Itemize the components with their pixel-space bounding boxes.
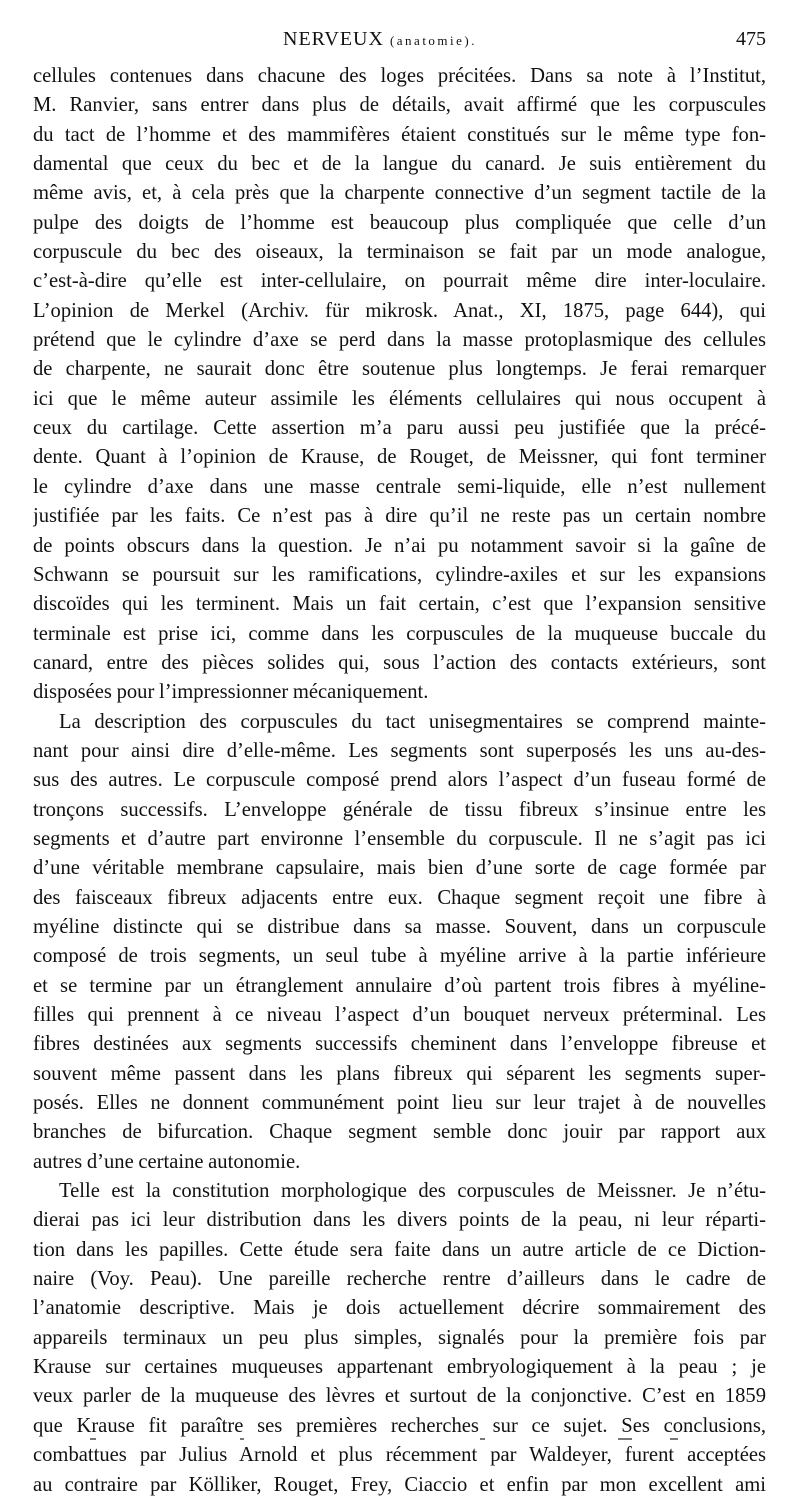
- text-line: le cylindre d’axe dans une masse centrale semi-liquide, elle n’est nullement: [33, 475, 766, 498]
- text-line: segments et d’autre part environne l’ensemble du corpuscule. Il ne s’agit pas ici: [33, 827, 766, 850]
- text-line: branches de bifurcation. Chaque segment semble donc jouir par rapport aux: [33, 1121, 766, 1144]
- text-line: tion dans les papilles. Cette étude sera faite dans un autre article de ce Diction-: [33, 1238, 766, 1261]
- running-title-main: NERVEUX: [283, 28, 384, 50]
- text-line: de points obscurs dans la question. Je n’ai pu notamment savoir si la gaîne de: [33, 534, 766, 557]
- text-line: au contraire par Kölliker, Rouget, Frey, Ciaccio et enfin par mon excellent ami: [33, 1473, 766, 1496]
- text-line: La description des corpuscules du tact unisegmentaires se comprend mainte-: [59, 710, 766, 733]
- text-line: composé de trois segments, un seul tube à myéline arrive à la partie inférieure: [33, 945, 766, 968]
- text-line: souvent même passent dans les plans fibreux qui séparent les segments super-: [33, 1062, 766, 1085]
- text-line: prétend que le cylindre d’axe se perd dans la masse protoplasmique des cellules: [33, 329, 766, 352]
- running-head: [33, 28, 766, 62]
- text-line: Schwann se poursuit sur les ramifications, cylindre-axiles et sur les expansions: [33, 563, 766, 586]
- text-line: sus des autres. Le corpuscule composé prend alors l’aspect d’un fuseau formé de: [33, 769, 766, 792]
- text-line: damental que ceux du bec et de la langue du canard. Je suis entièrement du: [33, 153, 766, 176]
- text-line: Telle est la constitution morphologique des corpuscules de Meissner. Je n’étu-: [59, 1180, 766, 1203]
- text-line: et se termine par un étranglement annulaire d’où partent trois fibres à myéline-: [33, 974, 766, 997]
- text-line: appareils terminaux un peu plus simples, signalés pour la première fois par: [33, 1326, 766, 1349]
- text-line: terminale est prise ici, comme dans les corpuscules de la muqueuse buccale du: [33, 622, 766, 645]
- body-text: [33, 62, 766, 1500]
- text-line: discoïdes qui les terminent. Mais un fait certain, c’est que l’expansion sensitive: [33, 593, 766, 616]
- text-line: Krause sur certaines muqueuses appartenant embryologiquement à la peau ; je: [33, 1356, 766, 1379]
- text-line: justifiée par les faits. Ce n’est pas à dire qu’il ne reste pas un certain nombre: [33, 505, 766, 528]
- text-line: disposées pour l’impressionner mécaniquement.: [33, 681, 429, 704]
- text-line: fibres destinées aux segments successifs cheminent dans l’enveloppe fibreuse et: [33, 1033, 766, 1056]
- text-line: même avis, et, à cela près que la charpente connective d’un segment tactile de la: [33, 182, 766, 205]
- text-line: corpuscule du bec des oiseaux, la terminaison se fait par un mode analogue,: [33, 241, 766, 264]
- text-line: pulpe des doigts de l’homme est beaucoup plus compliquée que celle d’un: [33, 211, 766, 234]
- book-page: [33, 28, 766, 1500]
- text-line: des faisceaux fibreux adjacents entre eux. Chaque segment reçoit une fibre à: [33, 886, 766, 909]
- text-line: d’une véritable membrane capsulaire, mais bien d’une sorte de cage formée par: [33, 857, 766, 880]
- running-title-sub: (anatomie).: [389, 33, 478, 48]
- text-line: myéline distincte qui se distribue dans sa masse. Souvent, dans un corpuscule: [33, 915, 766, 938]
- text-line: tronçons successifs. L’enveloppe générale de tissu fibreux s’insinue entre les: [33, 798, 766, 821]
- text-line: c’est-à-dire qu’elle est inter-cellulaire, on pourrait même dire inter-loculaire.: [33, 270, 766, 293]
- text-line: combattues par Julius Arnold et plus récemment par Waldeyer, furent acceptées: [33, 1444, 766, 1467]
- text-line: veux parler de la muqueuse des lèvres et surtout de la conjonctive. C’est en 1859: [33, 1385, 766, 1408]
- text-line: que Krause fit paraître ses premières recherches sur ce sujet. Ses conclusions,: [33, 1414, 766, 1437]
- running-title: [283, 28, 477, 51]
- bottom-print-marks: [90, 1438, 730, 1444]
- page-number: 475: [736, 28, 766, 50]
- text-line: nant pour ainsi dire d’elle-même. Les segments sont superposés les uns au-des-: [33, 739, 766, 762]
- text-line: l’anatomie descriptive. Mais je dois actuellement décrire sommairement des: [33, 1297, 766, 1320]
- text-line: naire (Voy. Peau). Une pareille recherche rentre d’ailleurs dans le cadre de: [33, 1268, 766, 1291]
- text-line: ceux du cartilage. Cette assertion m’a paru aussi peu justifiée que la précé-: [33, 417, 766, 440]
- text-line: posés. Elles ne donnent communément point lieu sur leur trajet à de nouvelles: [33, 1092, 766, 1115]
- text-line: dierai pas ici leur distribution dans les divers points de la peau, ni leur réparti-: [33, 1209, 766, 1232]
- text-line: filles qui prennent à ce niveau l’aspect d’un bouquet nerveux préterminal. Les: [33, 1004, 766, 1026]
- text-line: du tact de l’homme et des mammifères étaient constitués sur le même type fon-: [33, 123, 766, 146]
- text-line: M. Ranvier, sans entrer dans plus de détails, avait affirmé que les corpuscules: [33, 94, 766, 117]
- text-line: de charpente, ne saurait donc être soutenue plus longtemps. Je ferai remarquer: [33, 358, 766, 381]
- text-line: canard, entre des pièces solides qui, sous l’action des contacts extérieurs, sont: [33, 651, 766, 674]
- text-line: ici que le même auteur assimile les éléments cellulaires qui nous occupent à: [33, 387, 766, 410]
- text-line: cellules contenues dans chacune des loges précitées. Dans sa note à l’Institut,: [33, 65, 766, 87]
- text-line: L’opinion de Merkel (Archiv. für mikrosk. Anat., XI, 1875, page 644), qui: [33, 299, 766, 322]
- text-line: autres d’une certaine autonomie.: [33, 1150, 301, 1173]
- text-line: dente. Quant à l’opinion de Krause, de Rouget, de Meissner, qui font terminer: [33, 446, 766, 469]
